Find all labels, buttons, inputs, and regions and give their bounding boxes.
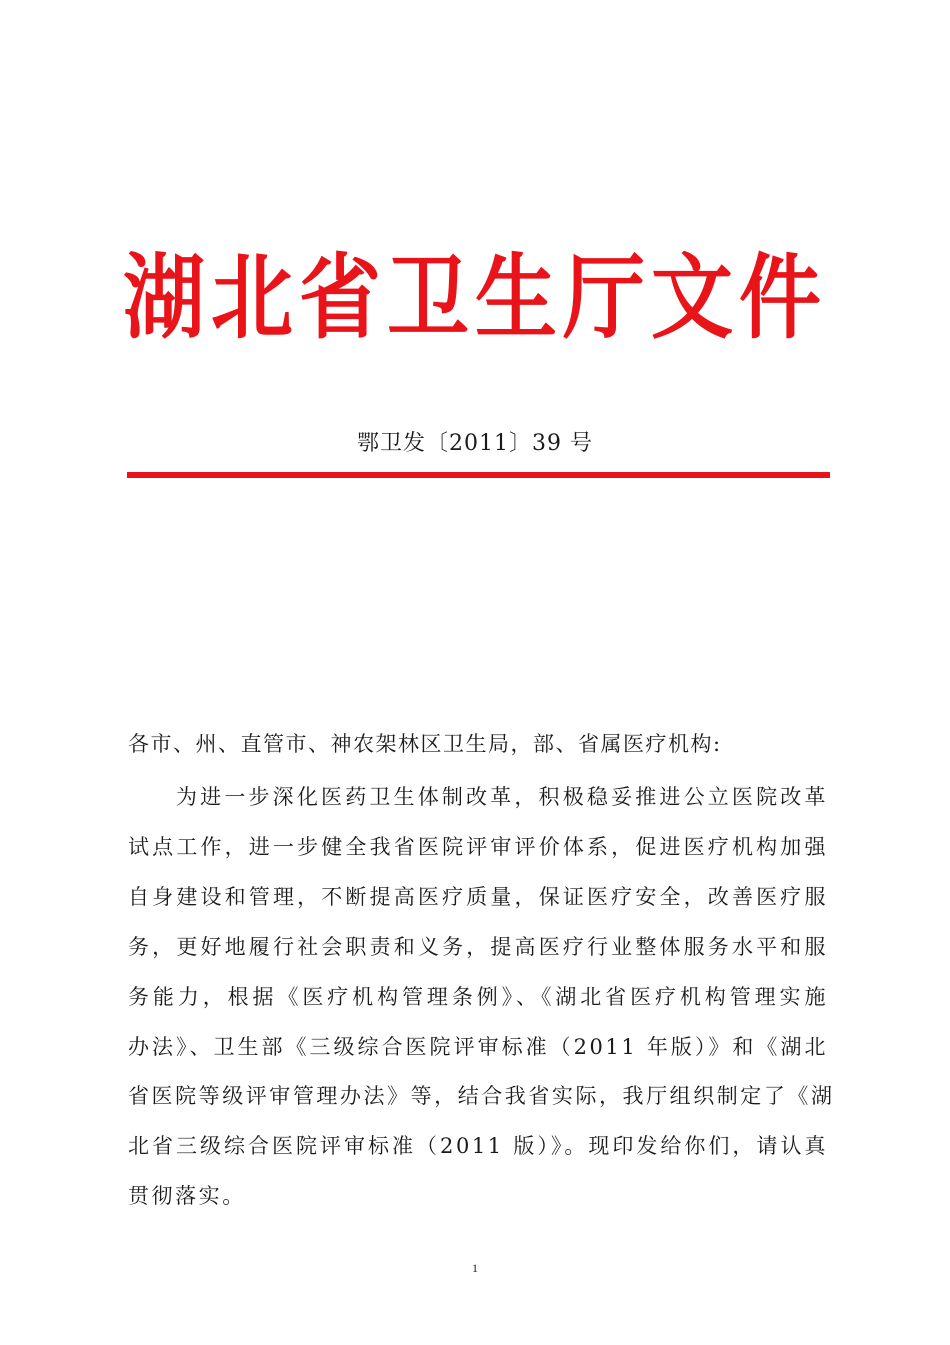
document-header-title: 湖北省卫生厅文件 [122,245,827,352]
paragraph-line: 务能力，根据《医疗机构管理条例》、《湖北省医疗机构管理实施 [128,984,828,1009]
paragraph-line: 省医院等级评审管理办法》等，结合我省实际，我厅组织制定了《湖 [128,1084,835,1109]
paragraph-line: 自身建设和管理，不断提高医疗质量，保证医疗安全，改善医疗服 [128,884,828,909]
paragraph-line: 北省三级综合医院评审标准（2011 版）》。现印发给你们，请认真 [128,1134,828,1159]
document-number: 鄂卫发〔2011〕39 号 [357,431,593,456]
page-number: 1 [472,1261,478,1275]
paragraph-line: 办法》、卫生部《三级综合医院评审标准（2011 年版）》和《湖北 [128,1034,828,1059]
body-paragraph [128,773,835,1222]
salutation: 各市、州、直管市、神农架林区卫生局，部、省属医疗机构: [128,732,722,756]
paragraph-line: 贯彻落实。 [128,1184,246,1209]
paragraph-line: 试点工作，进一步健全我省医院评审评价体系，促进医疗机构加强 [128,834,828,859]
paragraph-line: 为进一步深化医药卫生体制改革，积极稳妥推进公立医院改革 [176,785,828,809]
red-divider-line [127,472,830,478]
paragraph-line: 务，更好地履行社会职责和义务，提高医疗行业整体服务水平和服 [128,934,828,959]
